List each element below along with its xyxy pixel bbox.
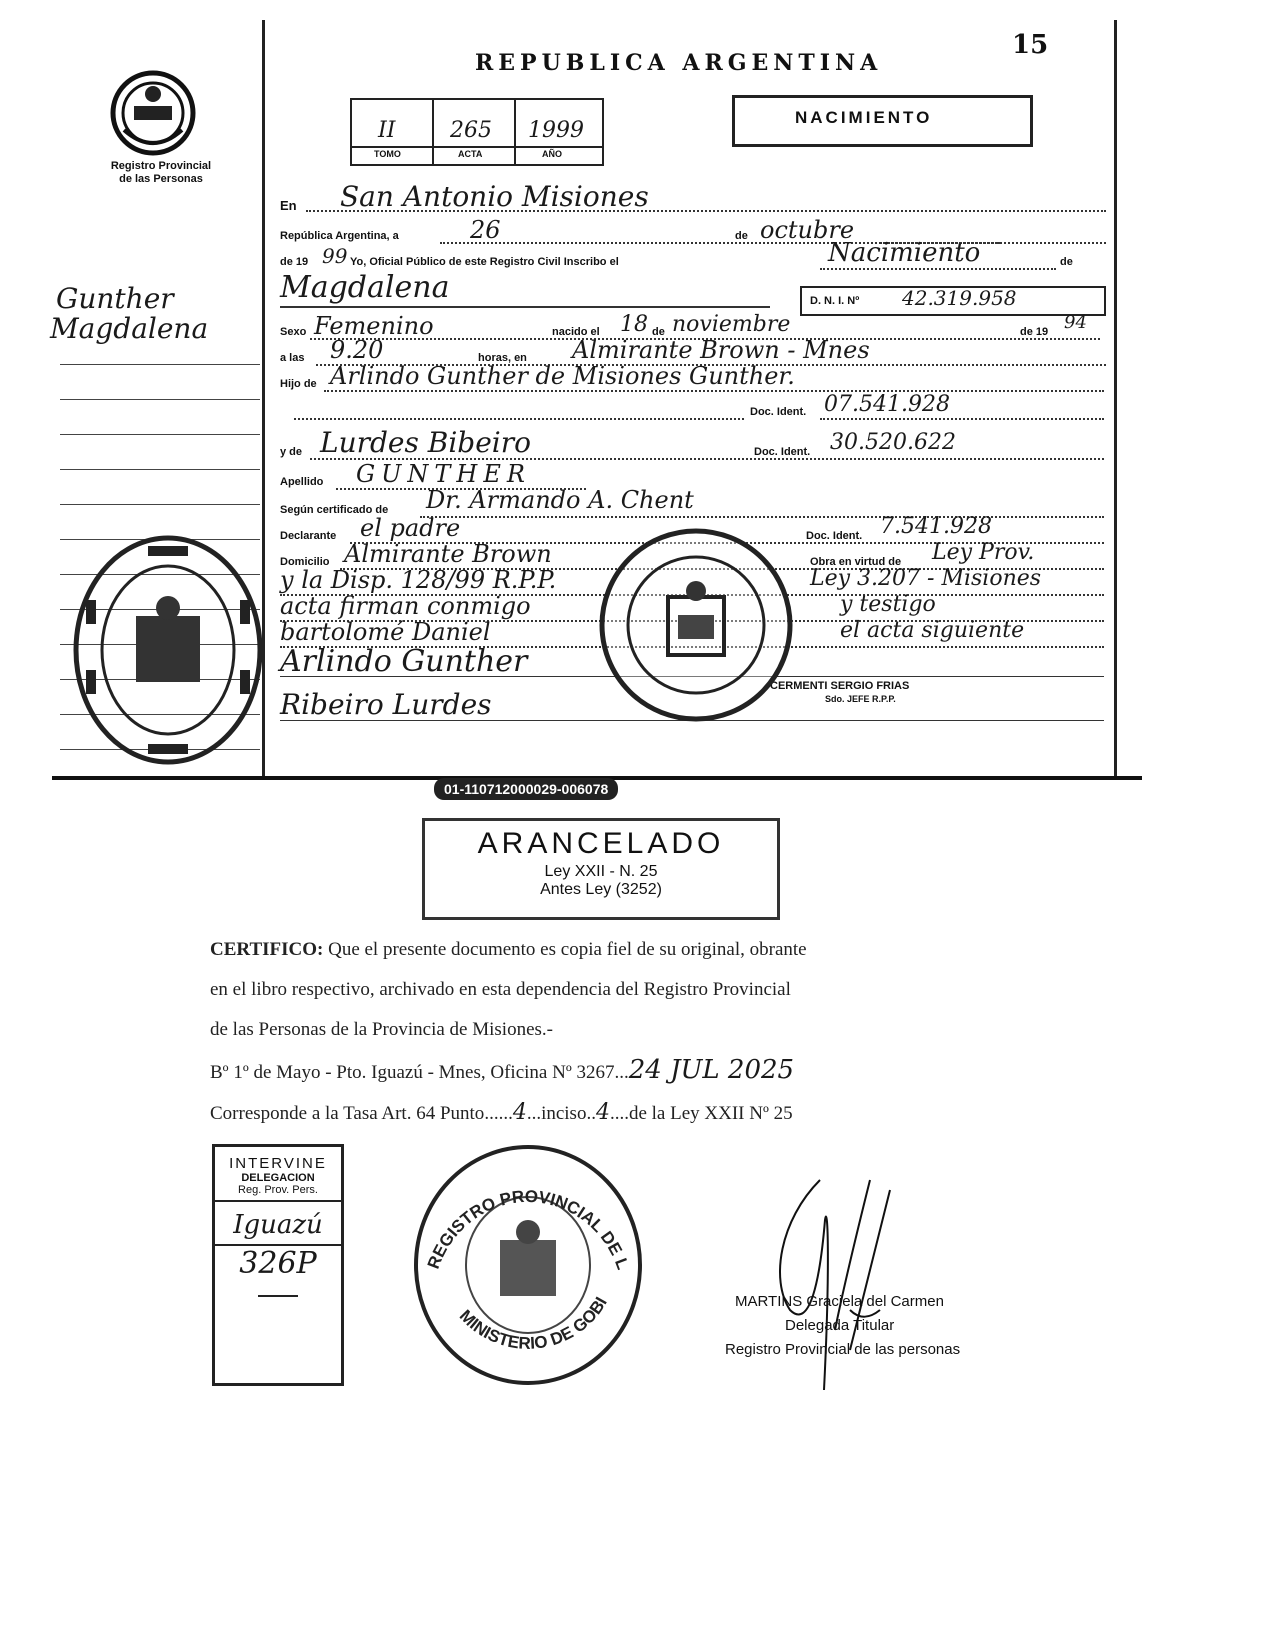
yde-label: y de (280, 446, 303, 458)
note-line-1a: y la Disp. 128/99 R.P.P. (280, 566, 557, 594)
registration-month: octubre (760, 216, 855, 244)
domicilio-value: Almirante Brown (344, 540, 552, 568)
sexo-label: Sexo (280, 326, 307, 338)
note-line-1b: Ley 3.207 - Misiones (810, 566, 1042, 591)
intervine-hand-1: Iguazú (233, 1210, 323, 1240)
cert-date: 24 JUL 2025 (628, 1055, 795, 1085)
official-title: Sdo. JEFE R.P.P. (825, 694, 896, 704)
intervine-stamp (212, 1144, 344, 1386)
cert-ley: de la Ley XXII Nº 25 (628, 1103, 793, 1124)
delegate-name: MARTINS Graciela del Carmen (735, 1293, 944, 1310)
cert-line-1 (210, 930, 1030, 970)
year-prefix: de 19 (280, 256, 309, 268)
nacido-label: nacido el (552, 326, 600, 338)
left-registry-seal-icon (68, 530, 268, 770)
note-line-2a: acta firman conmigo (280, 592, 531, 620)
cert-line-2: en el libro respectivo, archivado en esta dependencia del Registro Provincial (210, 979, 791, 1000)
ano-value: 1999 (528, 118, 584, 143)
note-line-3a: bartolomé Daniel (280, 618, 491, 646)
declarant-signature: Arlindo Gunther (280, 644, 528, 679)
birth-place: Almirante Brown - Mnes (572, 336, 870, 364)
certifying-doctor: Dr. Armando A. Chent (426, 486, 694, 514)
de-label: de (735, 230, 748, 242)
apellido-label: Apellido (280, 476, 324, 488)
acta-value: 265 (450, 118, 492, 143)
document-title: REPUBLICA ARGENTINA (475, 50, 883, 76)
margin-surname: Gunther (56, 282, 174, 315)
doc3-label: Doc. Ident. (806, 530, 863, 542)
father-doc: 07.541.928 (824, 392, 950, 417)
intervine-title: INTERVINE (229, 1155, 327, 1172)
alas-label: a las (280, 352, 305, 364)
note-line-2b: y testigo (840, 592, 936, 617)
volume-box (350, 98, 604, 166)
cert-line-5: Corresponde a la Tasa Art. 64 Punto......4...inciso..4....de la Ley XXII Nº 25 (210, 1100, 793, 1125)
delegate-title: Delegada Titular (785, 1317, 895, 1334)
declarante-doc: 7.541.928 (880, 514, 992, 539)
registration-day: 26 (470, 216, 501, 244)
witness-signature: Ribeiro Lurdes (280, 688, 492, 721)
seal-top-text: REGISTRO PROVINCIAL DE L (423, 1186, 633, 1272)
cert-line-3: de las Personas de la Provincia de Misiones.- (210, 1019, 553, 1040)
right-border (1114, 20, 1117, 780)
cert-inciso: 4 (595, 1100, 610, 1125)
registration-year: 99 (322, 244, 348, 268)
nacimiento-box (732, 95, 1033, 147)
intervine-line1: DELEGACION (241, 1172, 315, 1184)
mother-name: Lurdes Bibeiro (320, 426, 531, 459)
delegate-org: Registro Provincial de las personas (725, 1341, 961, 1358)
en-label: En (280, 198, 297, 213)
de2-label: de (1060, 256, 1073, 268)
segun-label: Según certificado de (280, 504, 389, 516)
delegate-signature-icon (740, 1160, 920, 1400)
cert-office: Bº 1º de Mayo - Pto. Iguazú - Mnes, Oficina Nº 3267... (210, 1062, 629, 1083)
declarante-value: el padre (360, 514, 461, 542)
fee-stamp (422, 818, 780, 920)
cert-line-4 (210, 1050, 1030, 1093)
republica-label: República Argentina, a (280, 230, 399, 242)
tomo-value: II (378, 118, 396, 143)
record-type: NACIMIENTO (795, 108, 933, 127)
declarante-label: Declarante (280, 530, 337, 542)
cert-tasa: Corresponde a la Tasa Art. 64 Punto (210, 1103, 485, 1124)
ano-label: AÑO (542, 149, 562, 159)
birth-year: 94 (1064, 312, 1087, 333)
cert-inciso-label: inciso (541, 1103, 587, 1124)
dni-label: D. N. I. Nº (810, 295, 860, 307)
ministry-seal-icon (408, 1140, 648, 1390)
birth-day: 18 (620, 312, 648, 337)
mother-doc: 30.520.622 (830, 430, 956, 455)
acta-label: ACTA (458, 149, 483, 159)
act-type: Nacimiento (828, 238, 981, 268)
registry-round-seal-icon (596, 525, 796, 725)
birth-hour: 9.20 (330, 336, 384, 364)
child-name: Magdalena (280, 270, 450, 305)
official-name: CERMENTI SERGIO FRIAS (770, 680, 910, 692)
sex-value: Femenino (314, 312, 434, 340)
note-line-3b: el acta siguiente (840, 618, 1025, 643)
de3-label: de (652, 326, 665, 338)
intervine-line2: Reg. Prov. Pers. (215, 1184, 341, 1202)
dni-value: 42.319.958 (902, 286, 1017, 310)
doc1-label: Doc. Ident. (750, 406, 807, 418)
domicilio-label: Domicilio (280, 556, 330, 568)
officer-text: Yo, Oficial Público de este Registro Civil Inscribo el (350, 256, 619, 268)
margin-name: Magdalena (50, 312, 209, 345)
page-number: 15 (1012, 30, 1049, 60)
birth-month: noviembre (672, 312, 791, 337)
coat-of-arms-icon (110, 70, 196, 156)
dni-box (800, 286, 1106, 316)
fee-stamp-line2: Antes Ley (3252) (540, 881, 662, 898)
fee-stamp-line1: Ley XXII - N. 25 (544, 863, 658, 880)
obra-label: Obra en virtud de (810, 556, 902, 568)
record-id-badge: 01-110712000029-006078 (434, 778, 618, 800)
apellido-value: GUNTHER (356, 460, 531, 488)
cert-keyword: CERTIFICO: (210, 939, 324, 960)
cert-line-1-text: Que el presente documento es copia fiel de su original, obrante (323, 939, 807, 960)
fee-stamp-title: ARANCELADO (477, 827, 725, 860)
registration-place: San Antonio Misiones (340, 180, 649, 213)
father-name: Arlindo Gunther de Misiones Gunther. (330, 362, 795, 390)
seal-bottom-text: MINISTERIO DE GOBI (455, 1293, 611, 1353)
intervine-hand-2: 326P (215, 1244, 341, 1281)
doc2-label: Doc. Ident. (754, 446, 811, 458)
cert-punto: 4 (512, 1100, 527, 1125)
hijo-label: Hijo de (280, 378, 317, 390)
tomo-label: TOMO (374, 149, 401, 159)
horas-label: horas, en (478, 352, 527, 364)
de19-label: de 19 (1020, 326, 1049, 338)
seal-caption-2: de las Personas (119, 173, 203, 185)
seal-caption-1: Registro Provincial (110, 160, 212, 172)
obra-value: Ley Prov. (932, 540, 1035, 565)
